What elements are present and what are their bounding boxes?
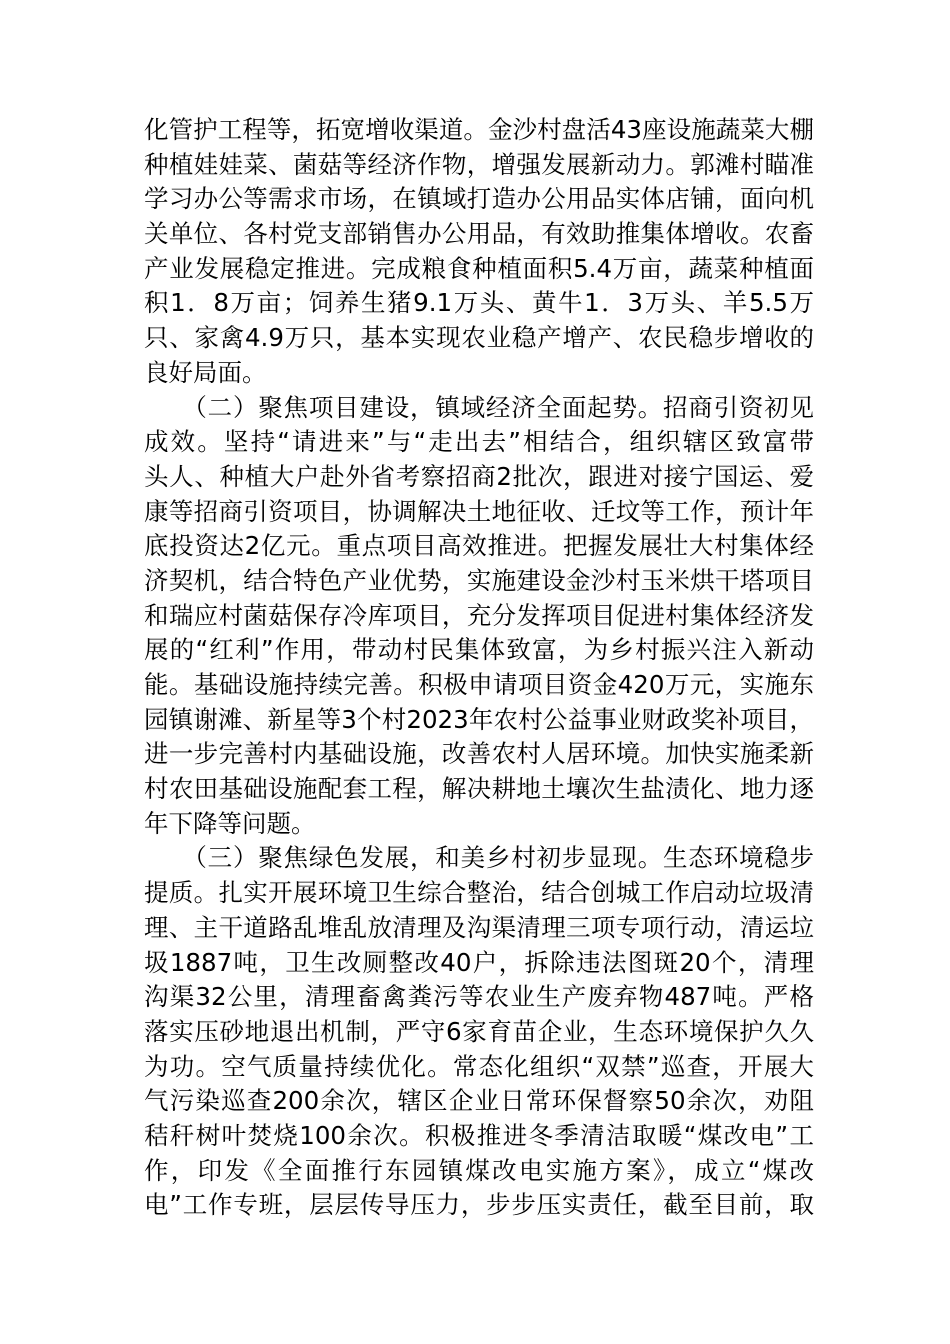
text-line: 底投资达2亿元。重点项目高效推进。把握发展壮大村集体经 <box>144 531 814 561</box>
text-line: 化管护工程等，拓宽增收渠道。金沙村盘活43座设施蔬菜大棚 <box>144 115 814 144</box>
text-line: 沟渠32公里，清理畜禽粪污等农业生产废弃物487吨。严格 <box>144 982 814 1012</box>
text-line: 头人、种植大户赴外省考察招商2批次，跟进对接宁国运、爱 <box>144 461 814 491</box>
text-line: 气污染巡查200余次，辖区企业日常环保督察50余次，劝阻 <box>144 1086 814 1116</box>
text-line: 成效。坚持“请进来”与“走出去”相结合，组织辖区致富带 <box>144 427 814 457</box>
text-line: 积1．8万亩；饲养生猪9.1万头、黄牛1．3万头、羊5.5万 <box>144 288 814 318</box>
section-heading-line: （三）聚焦绿色发展，和美乡村初步显现。生态环境稳步 <box>144 843 814 873</box>
text-line: 进一步完善村内基础设施，改善农村人居环境。加快实施柔新 <box>144 739 814 769</box>
text-line: 秸秆树叶焚烧100余次。积极推进冬季清洁取暖“煤改电”工 <box>144 1120 814 1150</box>
text-line: 产业发展稳定推进。完成粮食种植面积5.4万亩，蔬菜种植面 <box>144 253 814 283</box>
text-line: 能。基础设施持续完善。积极申请项目资金420万元，实施东 <box>144 670 814 699</box>
text-line: 学习办公等需求市场，在镇域打造办公用品实体店铺，面向机 <box>144 184 814 214</box>
text-line: 和瑞应村菌菇保存冷库项目，充分发挥项目促进村集体经济发 <box>144 600 814 630</box>
text-line: 电”工作专班，层层传导压力，步步压实责任，截至目前，取 <box>144 1190 814 1220</box>
text-line: 济契机，结合特色产业优势，实施建设金沙村玉米烘干塔项目 <box>144 565 814 595</box>
text-line: 提质。扎实开展环境卫生综合整治，结合创城工作启动垃圾清 <box>144 878 814 908</box>
text-line: 为功。空气质量持续优化。常态化组织“双禁”巡查，开展大 <box>144 1051 814 1081</box>
text-line: 康等招商引资项目，协调解决土地征收、迁坟等工作，预计年 <box>144 496 814 526</box>
text-line: 作，印发《全面推行东园镇煤改电实施方案》，成立“煤改 <box>144 1155 814 1185</box>
text-line: 展的“红利”作用，带动村民集体致富，为乡村振兴注入新动 <box>144 635 814 665</box>
body-text <box>144 113 814 1223</box>
section-heading-line: （二）聚焦项目建设，镇域经济全面起势。招商引资初见 <box>144 392 814 422</box>
text-line: 只、家禽4.9万只，基本实现农业稳产增产、农民稳步增收的 <box>144 323 814 353</box>
text-line: 理、主干道路乱堆乱放清理及沟渠清理三项专项行动，清运垃 <box>144 912 814 942</box>
text-line: 落实压砂地退出机制，严守6家育苗企业，生态环境保护久久 <box>144 1016 814 1046</box>
text-line: 园镇谢滩、新星等3个村2023年农村公益事业财政奖补项目， <box>144 704 814 734</box>
text-line: 村农田基础设施配套工程，解决耕地土壤次生盐渍化、地力逐 <box>144 774 814 804</box>
text-line: 年下降等问题。 <box>144 808 316 838</box>
text-line: 圾1887吨，卫生改厕整改40户，拆除违法图斑20个，清理 <box>144 947 814 977</box>
text-line: 关单位、各村党支部销售办公用品，有效助推集体增收。农畜 <box>144 219 814 249</box>
text-line: 种植娃娃菜、菌菇等经济作物，增强发展新动力。郭滩村瞄准 <box>144 149 814 179</box>
text-line: 良好局面。 <box>144 357 267 387</box>
